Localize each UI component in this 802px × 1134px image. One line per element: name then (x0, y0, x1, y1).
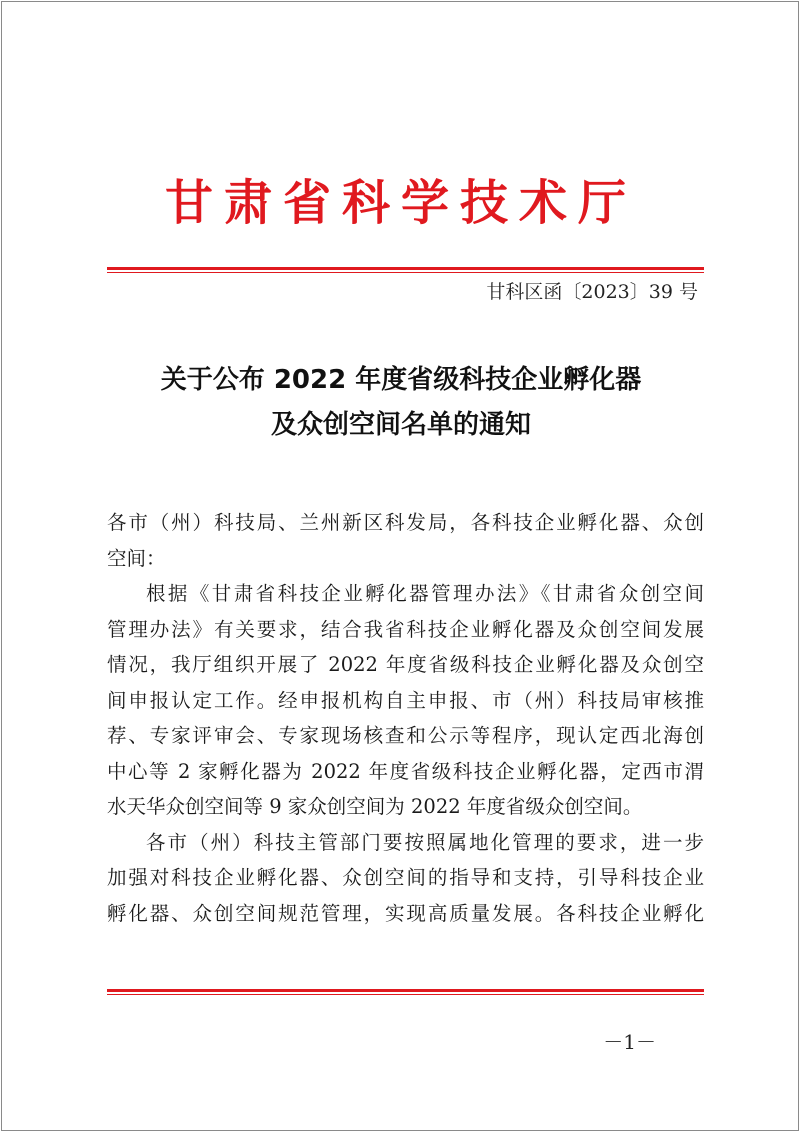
header-red-rule (107, 267, 704, 273)
document-title-line-1: 关于公布 2022 年度省级科技企业孵化器 (160, 365, 642, 395)
paragraph-1-line: 水天华众创空间等 9 家众创空间为 2022 年度省级众创空间。 (107, 795, 643, 818)
paragraph-2-line: 各市（州）科技主管部门要按照属地化管理的要求，进一步 (146, 830, 704, 854)
paragraph-1-line: 根据《甘肃省科技企业孵化器管理办法》《甘肃省众创空间 (146, 582, 704, 605)
page-number: －1－ (603, 1030, 656, 1054)
paragraph-1-line: 中心等 2 家孵化器为 2022 年度省级科技企业孵化器，定西市渭 (107, 759, 704, 783)
salutation-line: 各市（州）科技局、兰州新区科发局，各科技企业孵化器、众创 (107, 511, 704, 534)
paragraph-1-line: 间申报认定工作。经申报机构自主申报、市（州）科技局审核推 (107, 688, 704, 712)
salutation-line: 空间： (107, 546, 166, 570)
document-title (0, 358, 802, 448)
document-body (107, 505, 704, 931)
footer-red-rule (107, 989, 704, 995)
paragraph-2-line: 孵化器、众创空间规范管理，实现高质量发展。各科技企业孵化 (107, 901, 704, 925)
document-number: 甘科区函〔2023〕39 号 (486, 281, 698, 303)
paragraph-1-line: 管理办法》有关要求，结合我省科技企业孵化器及众创空间发展 (107, 617, 704, 641)
paragraph-1-line: 荐、专家评审会、专家现场核查和公示等程序，现认定西北海创 (107, 724, 704, 747)
document-title-line-2: 及众创空间名单的通知 (270, 410, 531, 440)
paragraph-1-line: 情况，我厅组织开展了 2022 年度省级科技企业孵化器及众创空 (107, 653, 704, 676)
paragraph-2-line: 加强对科技企业孵化器、众创空间的指导和支持，引导科技企业 (107, 866, 704, 889)
agency-header-title: 甘肃省科学技术厅 (164, 175, 637, 231)
